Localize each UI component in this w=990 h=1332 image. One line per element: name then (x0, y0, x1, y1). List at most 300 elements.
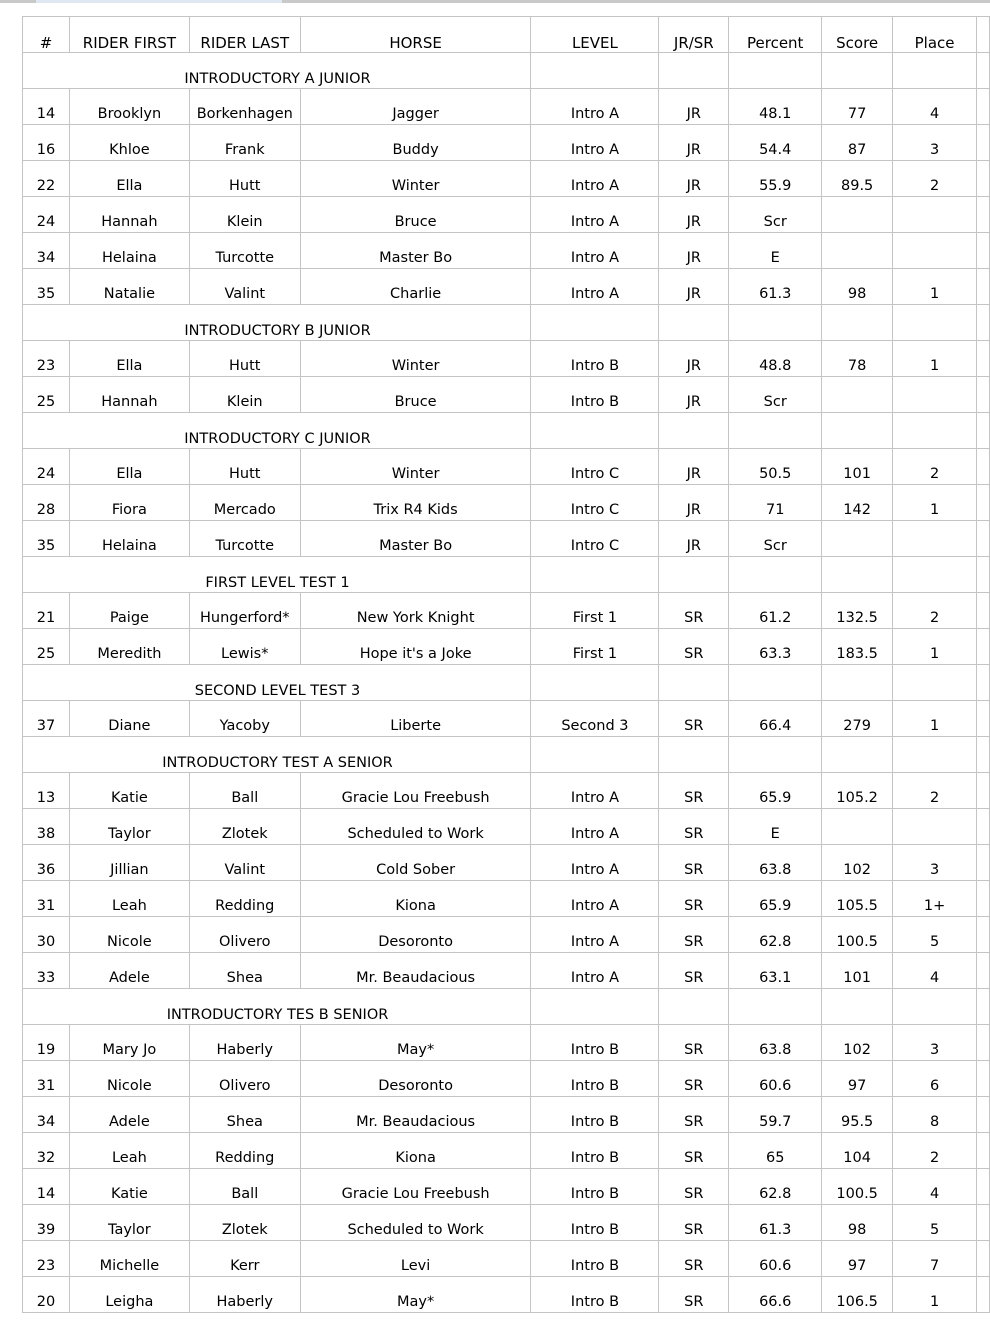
cell-percent[interactable]: 59.7 (729, 1097, 822, 1132)
cell-jrsr[interactable]: JR (659, 377, 729, 412)
empty-cell[interactable] (893, 305, 977, 340)
cell-rider-last[interactable]: Yacoby (190, 701, 301, 736)
cell-score[interactable]: 183.5 (822, 629, 893, 664)
cell-rider-first[interactable]: Khloe (70, 125, 190, 160)
empty-cell[interactable] (531, 53, 659, 88)
cell-place[interactable]: 4 (893, 953, 977, 988)
cell-horse[interactable]: Master Bo (301, 233, 532, 268)
empty-cell[interactable] (531, 557, 659, 592)
cell-jrsr[interactable]: SR (659, 1277, 729, 1312)
cell-rider-first[interactable]: Paige (70, 593, 190, 628)
cell-level[interactable]: Intro A (531, 773, 659, 808)
cell-horse[interactable]: Desoronto (301, 1061, 532, 1096)
empty-cell[interactable] (893, 665, 977, 700)
cell-percent[interactable]: 61.3 (729, 1205, 822, 1240)
cell-jrsr[interactable]: SR (659, 1025, 729, 1060)
cell-rider-first[interactable]: Adele (70, 1097, 190, 1132)
cell-jrsr[interactable]: SR (659, 809, 729, 844)
cell-percent[interactable]: 62.8 (729, 1169, 822, 1204)
cell-percent[interactable]: 66.4 (729, 701, 822, 736)
cell-horse[interactable]: Scheduled to Work (301, 1205, 532, 1240)
cell-level[interactable]: Intro B (531, 1169, 659, 1204)
cell-rider-first[interactable]: Nicole (70, 917, 190, 952)
cell-score[interactable]: 77 (822, 89, 893, 124)
cell-jrsr[interactable]: SR (659, 917, 729, 952)
cell-horse[interactable]: Gracie Lou Freebush (301, 1169, 532, 1204)
cell-horse[interactable]: Mr. Beaudacious (301, 953, 532, 988)
cell-level[interactable]: First 1 (531, 593, 659, 628)
cell-rider-last[interactable]: Lewis* (190, 629, 301, 664)
cell-score[interactable]: 101 (822, 953, 893, 988)
empty-cell[interactable] (659, 413, 729, 448)
empty-cell[interactable] (822, 737, 893, 772)
header-number[interactable]: # (23, 17, 70, 52)
cell-rider-last[interactable]: Borkenhagen (190, 89, 301, 124)
cell-horse[interactable]: Liberte (301, 701, 532, 736)
cell-score[interactable]: 106.5 (822, 1277, 893, 1312)
cell-horse[interactable]: Levi (301, 1241, 532, 1276)
cell-score[interactable]: 102 (822, 1025, 893, 1060)
cell-number[interactable]: 30 (23, 917, 70, 952)
cell-number[interactable]: 23 (23, 341, 70, 376)
empty-cell[interactable] (977, 161, 990, 196)
cell-place[interactable] (893, 377, 977, 412)
cell-number[interactable]: 28 (23, 485, 70, 520)
cell-horse[interactable]: Master Bo (301, 521, 532, 556)
header-rider-last[interactable]: RIDER LAST (190, 17, 301, 52)
cell-percent[interactable]: 63.8 (729, 1025, 822, 1060)
cell-level[interactable]: Intro A (531, 89, 659, 124)
cell-place[interactable]: 3 (893, 1025, 977, 1060)
cell-number[interactable]: 14 (23, 89, 70, 124)
empty-cell[interactable] (531, 989, 659, 1024)
cell-place[interactable]: 2 (893, 773, 977, 808)
cell-jrsr[interactable]: JR (659, 521, 729, 556)
empty-cell[interactable] (729, 305, 822, 340)
cell-number[interactable]: 25 (23, 629, 70, 664)
cell-rider-last[interactable]: Olivero (190, 1061, 301, 1096)
cell-place[interactable]: 1 (893, 485, 977, 520)
cell-place[interactable]: 3 (893, 845, 977, 880)
cell-rider-first[interactable]: Helaina (70, 233, 190, 268)
cell-place[interactable]: 2 (893, 593, 977, 628)
cell-number[interactable]: 32 (23, 1133, 70, 1168)
cell-percent[interactable]: Scr (729, 377, 822, 412)
cell-level[interactable]: Intro A (531, 845, 659, 880)
cell-number[interactable]: 23 (23, 1241, 70, 1276)
empty-cell[interactable] (822, 989, 893, 1024)
cell-score[interactable]: 78 (822, 341, 893, 376)
cell-level[interactable]: Intro A (531, 197, 659, 232)
empty-cell[interactable] (977, 1097, 990, 1132)
cell-level[interactable]: Intro B (531, 1133, 659, 1168)
cell-horse[interactable]: Jagger (301, 89, 532, 124)
cell-jrsr[interactable]: SR (659, 629, 729, 664)
cell-percent[interactable]: 48.8 (729, 341, 822, 376)
cell-place[interactable]: 5 (893, 917, 977, 952)
cell-place[interactable] (893, 809, 977, 844)
cell-score[interactable]: 105.5 (822, 881, 893, 916)
cell-horse[interactable]: New York Knight (301, 593, 532, 628)
cell-rider-last[interactable]: Kerr (190, 1241, 301, 1276)
empty-cell[interactable] (977, 233, 990, 268)
cell-horse[interactable]: Charlie (301, 269, 532, 304)
cell-number[interactable]: 21 (23, 593, 70, 628)
cell-place[interactable]: 4 (893, 89, 977, 124)
empty-cell[interactable] (729, 665, 822, 700)
empty-cell[interactable] (977, 1133, 990, 1168)
cell-place[interactable]: 7 (893, 1241, 977, 1276)
empty-cell[interactable] (977, 629, 990, 664)
empty-cell[interactable] (531, 413, 659, 448)
cell-rider-first[interactable]: Leah (70, 881, 190, 916)
cell-jrsr[interactable]: SR (659, 1169, 729, 1204)
cell-score[interactable]: 98 (822, 269, 893, 304)
cell-level[interactable]: Intro A (531, 953, 659, 988)
empty-cell[interactable] (977, 881, 990, 916)
cell-jrsr[interactable]: SR (659, 1241, 729, 1276)
empty-cell[interactable] (977, 1025, 990, 1060)
cell-level[interactable]: First 1 (531, 629, 659, 664)
empty-cell[interactable] (977, 701, 990, 736)
cell-place[interactable]: 1 (893, 629, 977, 664)
cell-rider-first[interactable]: Katie (70, 773, 190, 808)
cell-jrsr[interactable]: SR (659, 953, 729, 988)
empty-cell[interactable] (822, 53, 893, 88)
cell-level[interactable]: Intro B (531, 1205, 659, 1240)
cell-rider-last[interactable]: Ball (190, 1169, 301, 1204)
cell-place[interactable]: 6 (893, 1061, 977, 1096)
cell-level[interactable]: Intro B (531, 1025, 659, 1060)
section-title-cell[interactable] (23, 413, 531, 448)
cell-score[interactable]: 105.2 (822, 773, 893, 808)
cell-level[interactable]: Intro B (531, 341, 659, 376)
cell-score[interactable]: 97 (822, 1241, 893, 1276)
cell-level[interactable]: Intro B (531, 1061, 659, 1096)
cell-level[interactable]: Intro C (531, 521, 659, 556)
cell-percent[interactable]: 71 (729, 485, 822, 520)
cell-rider-last[interactable]: Hutt (190, 161, 301, 196)
cell-score[interactable]: 95.5 (822, 1097, 893, 1132)
cell-rider-last[interactable]: Shea (190, 953, 301, 988)
empty-cell[interactable] (531, 665, 659, 700)
cell-score[interactable]: 132.5 (822, 593, 893, 628)
cell-horse[interactable]: Desoronto (301, 917, 532, 952)
cell-rider-first[interactable]: Helaina (70, 521, 190, 556)
cell-score[interactable]: 104 (822, 1133, 893, 1168)
cell-score[interactable]: 279 (822, 701, 893, 736)
cell-jrsr[interactable]: JR (659, 341, 729, 376)
cell-number[interactable]: 33 (23, 953, 70, 988)
cell-horse[interactable]: Trix R4 Kids (301, 485, 532, 520)
empty-cell[interactable] (977, 125, 990, 160)
cell-rider-last[interactable]: Zlotek (190, 1205, 301, 1240)
cell-score[interactable]: 101 (822, 449, 893, 484)
cell-rider-first[interactable]: Hannah (70, 197, 190, 232)
section-title-cell[interactable] (23, 737, 531, 772)
cell-place[interactable]: 3 (893, 125, 977, 160)
cell-score[interactable]: 142 (822, 485, 893, 520)
empty-cell[interactable] (729, 53, 822, 88)
cell-horse[interactable]: Winter (301, 161, 532, 196)
cell-place[interactable] (893, 233, 977, 268)
cell-horse[interactable]: Hope it's a Joke (301, 629, 532, 664)
cell-level[interactable]: Intro A (531, 917, 659, 952)
empty-cell[interactable] (893, 989, 977, 1024)
header-rider-first[interactable]: RIDER FIRST (70, 17, 190, 52)
cell-level[interactable]: Intro A (531, 881, 659, 916)
cell-number[interactable]: 24 (23, 197, 70, 232)
cell-percent[interactable]: 60.6 (729, 1061, 822, 1096)
empty-cell[interactable] (659, 305, 729, 340)
empty-cell[interactable] (977, 1241, 990, 1276)
header-percent[interactable]: Percent (729, 17, 822, 52)
empty-cell[interactable] (977, 845, 990, 880)
empty-cell[interactable] (977, 557, 990, 592)
empty-cell[interactable] (822, 557, 893, 592)
cell-percent[interactable]: 55.9 (729, 161, 822, 196)
section-title-cell[interactable] (23, 989, 531, 1024)
cell-level[interactable]: Intro C (531, 485, 659, 520)
cell-jrsr[interactable]: SR (659, 845, 729, 880)
empty-cell[interactable] (977, 521, 990, 556)
cell-number[interactable]: 35 (23, 521, 70, 556)
cell-level[interactable]: Intro A (531, 161, 659, 196)
cell-place[interactable]: 1 (893, 269, 977, 304)
cell-percent[interactable]: 61.3 (729, 269, 822, 304)
cell-place[interactable] (893, 197, 977, 232)
cell-rider-first[interactable]: Adele (70, 953, 190, 988)
cell-score[interactable]: 102 (822, 845, 893, 880)
section-title-cell[interactable] (23, 665, 531, 700)
cell-rider-first[interactable]: Taylor (70, 809, 190, 844)
cell-jrsr[interactable]: SR (659, 1205, 729, 1240)
cell-rider-first[interactable]: Hannah (70, 377, 190, 412)
cell-rider-last[interactable]: Turcotte (190, 233, 301, 268)
empty-cell[interactable] (977, 1169, 990, 1204)
cell-rider-first[interactable]: Ella (70, 341, 190, 376)
cell-rider-last[interactable]: Hungerford* (190, 593, 301, 628)
cell-score[interactable] (822, 809, 893, 844)
cell-horse[interactable]: Winter (301, 449, 532, 484)
empty-cell[interactable] (729, 989, 822, 1024)
cell-score[interactable]: 89.5 (822, 161, 893, 196)
cell-horse[interactable]: Scheduled to Work (301, 809, 532, 844)
empty-cell[interactable] (977, 773, 990, 808)
cell-number[interactable]: 24 (23, 449, 70, 484)
cell-rider-last[interactable]: Olivero (190, 917, 301, 952)
cell-horse[interactable]: Gracie Lou Freebush (301, 773, 532, 808)
cell-horse[interactable]: Kiona (301, 881, 532, 916)
cell-place[interactable]: 8 (893, 1097, 977, 1132)
cell-number[interactable]: 25 (23, 377, 70, 412)
cell-score[interactable]: 100.5 (822, 917, 893, 952)
cell-rider-first[interactable]: Fiora (70, 485, 190, 520)
cell-place[interactable]: 1+ (893, 881, 977, 916)
cell-level[interactable]: Intro B (531, 1277, 659, 1312)
cell-number[interactable]: 34 (23, 233, 70, 268)
cell-jrsr[interactable]: JR (659, 125, 729, 160)
empty-cell[interactable] (729, 557, 822, 592)
empty-cell[interactable] (977, 305, 990, 340)
cell-horse[interactable]: Cold Sober (301, 845, 532, 880)
cell-level[interactable]: Intro B (531, 1241, 659, 1276)
cell-rider-first[interactable]: Diane (70, 701, 190, 736)
cell-horse[interactable]: May* (301, 1025, 532, 1060)
empty-cell[interactable] (977, 953, 990, 988)
cell-rider-last[interactable]: Hutt (190, 341, 301, 376)
header-place[interactable]: Place (893, 17, 977, 52)
cell-percent[interactable]: 61.2 (729, 593, 822, 628)
cell-rider-last[interactable]: Redding (190, 881, 301, 916)
cell-number[interactable]: 19 (23, 1025, 70, 1060)
cell-rider-first[interactable]: Leigha (70, 1277, 190, 1312)
cell-rider-last[interactable]: Shea (190, 1097, 301, 1132)
cell-jrsr[interactable]: JR (659, 449, 729, 484)
cell-rider-last[interactable]: Hutt (190, 449, 301, 484)
cell-percent[interactable]: 48.1 (729, 89, 822, 124)
cell-rider-first[interactable]: Taylor (70, 1205, 190, 1240)
cell-jrsr[interactable]: SR (659, 701, 729, 736)
cell-number[interactable]: 31 (23, 881, 70, 916)
cell-jrsr[interactable]: SR (659, 593, 729, 628)
cell-score[interactable]: 100.5 (822, 1169, 893, 1204)
cell-number[interactable]: 16 (23, 125, 70, 160)
cell-jrsr[interactable]: JR (659, 197, 729, 232)
cell-level[interactable]: Intro B (531, 1097, 659, 1132)
cell-place[interactable]: 1 (893, 701, 977, 736)
cell-horse[interactable]: May* (301, 1277, 532, 1312)
empty-cell[interactable] (893, 737, 977, 772)
cell-place[interactable]: 2 (893, 449, 977, 484)
cell-percent[interactable]: E (729, 233, 822, 268)
cell-place[interactable]: 1 (893, 1277, 977, 1312)
cell-place[interactable] (893, 521, 977, 556)
cell-rider-last[interactable]: Frank (190, 125, 301, 160)
cell-rider-last[interactable]: Zlotek (190, 809, 301, 844)
empty-cell[interactable] (822, 665, 893, 700)
cell-score[interactable] (822, 521, 893, 556)
cell-percent[interactable]: 65.9 (729, 773, 822, 808)
empty-cell[interactable] (977, 449, 990, 484)
cell-place[interactable]: 2 (893, 1133, 977, 1168)
cell-rider-first[interactable]: Leah (70, 1133, 190, 1168)
cell-jrsr[interactable]: JR (659, 161, 729, 196)
empty-cell[interactable] (977, 341, 990, 376)
cell-horse[interactable]: Winter (301, 341, 532, 376)
section-title-cell[interactable] (23, 305, 531, 340)
cell-horse[interactable]: Kiona (301, 1133, 532, 1168)
cell-level[interactable]: Intro C (531, 449, 659, 484)
cell-number[interactable]: 13 (23, 773, 70, 808)
cell-percent[interactable]: Scr (729, 197, 822, 232)
cell-jrsr[interactable]: JR (659, 269, 729, 304)
cell-horse[interactable]: Bruce (301, 197, 532, 232)
empty-cell[interactable] (659, 665, 729, 700)
cell-percent[interactable]: E (729, 809, 822, 844)
cell-place[interactable]: 2 (893, 161, 977, 196)
empty-cell[interactable] (977, 413, 990, 448)
cell-jrsr[interactable]: JR (659, 485, 729, 520)
empty-cell[interactable] (977, 269, 990, 304)
cell-rider-first[interactable]: Mary Jo (70, 1025, 190, 1060)
empty-cell[interactable] (729, 737, 822, 772)
cell-number[interactable]: 14 (23, 1169, 70, 1204)
empty-cell[interactable] (977, 1061, 990, 1096)
cell-percent[interactable]: 63.1 (729, 953, 822, 988)
cell-rider-first[interactable]: Ella (70, 161, 190, 196)
cell-number[interactable]: 39 (23, 1205, 70, 1240)
empty-cell[interactable] (977, 485, 990, 520)
cell-number[interactable]: 34 (23, 1097, 70, 1132)
empty-cell[interactable] (729, 413, 822, 448)
cell-number[interactable]: 22 (23, 161, 70, 196)
cell-number[interactable]: 36 (23, 845, 70, 880)
cell-percent[interactable]: 66.6 (729, 1277, 822, 1312)
header-level[interactable]: LEVEL (531, 17, 659, 52)
cell-percent[interactable]: 50.5 (729, 449, 822, 484)
empty-cell[interactable] (659, 557, 729, 592)
cell-place[interactable]: 4 (893, 1169, 977, 1204)
cell-jrsr[interactable]: SR (659, 881, 729, 916)
empty-cell[interactable] (977, 809, 990, 844)
cell-horse[interactable]: Bruce (301, 377, 532, 412)
cell-percent[interactable]: Scr (729, 521, 822, 556)
empty-cell[interactable] (977, 917, 990, 952)
cell-number[interactable]: 31 (23, 1061, 70, 1096)
cell-rider-last[interactable]: Ball (190, 773, 301, 808)
cell-horse[interactable]: Buddy (301, 125, 532, 160)
cell-score[interactable]: 87 (822, 125, 893, 160)
cell-level[interactable]: Intro B (531, 377, 659, 412)
empty-cell[interactable] (659, 53, 729, 88)
cell-rider-last[interactable]: Haberly (190, 1277, 301, 1312)
cell-number[interactable]: 35 (23, 269, 70, 304)
empty-cell[interactable] (977, 53, 990, 88)
cell-rider-first[interactable]: Brooklyn (70, 89, 190, 124)
empty-cell[interactable] (977, 593, 990, 628)
cell-score[interactable] (822, 197, 893, 232)
empty-cell[interactable] (977, 665, 990, 700)
cell-rider-first[interactable]: Katie (70, 1169, 190, 1204)
header-jrsr[interactable]: JR/SR (659, 17, 729, 52)
empty-cell[interactable] (822, 305, 893, 340)
cell-score[interactable]: 98 (822, 1205, 893, 1240)
cell-rider-first[interactable]: Michelle (70, 1241, 190, 1276)
cell-percent[interactable]: 65 (729, 1133, 822, 1168)
cell-number[interactable]: 37 (23, 701, 70, 736)
header-horse[interactable]: HORSE (301, 17, 532, 52)
empty-cell[interactable] (977, 989, 990, 1024)
empty-cell[interactable] (977, 1205, 990, 1240)
empty-cell[interactable] (893, 53, 977, 88)
empty-cell[interactable] (531, 737, 659, 772)
cell-percent[interactable]: 63.3 (729, 629, 822, 664)
cell-jrsr[interactable]: SR (659, 1133, 729, 1168)
cell-level[interactable]: Second 3 (531, 701, 659, 736)
cell-percent[interactable]: 54.4 (729, 125, 822, 160)
empty-cell[interactable] (977, 737, 990, 772)
section-title-cell[interactable] (23, 53, 531, 88)
cell-rider-first[interactable]: Natalie (70, 269, 190, 304)
cell-percent[interactable]: 65.9 (729, 881, 822, 916)
cell-number[interactable]: 20 (23, 1277, 70, 1312)
empty-cell[interactable] (659, 989, 729, 1024)
cell-jrsr[interactable]: JR (659, 233, 729, 268)
cell-place[interactable]: 1 (893, 341, 977, 376)
header-empty-cell[interactable] (977, 17, 990, 52)
cell-level[interactable]: Intro A (531, 233, 659, 268)
